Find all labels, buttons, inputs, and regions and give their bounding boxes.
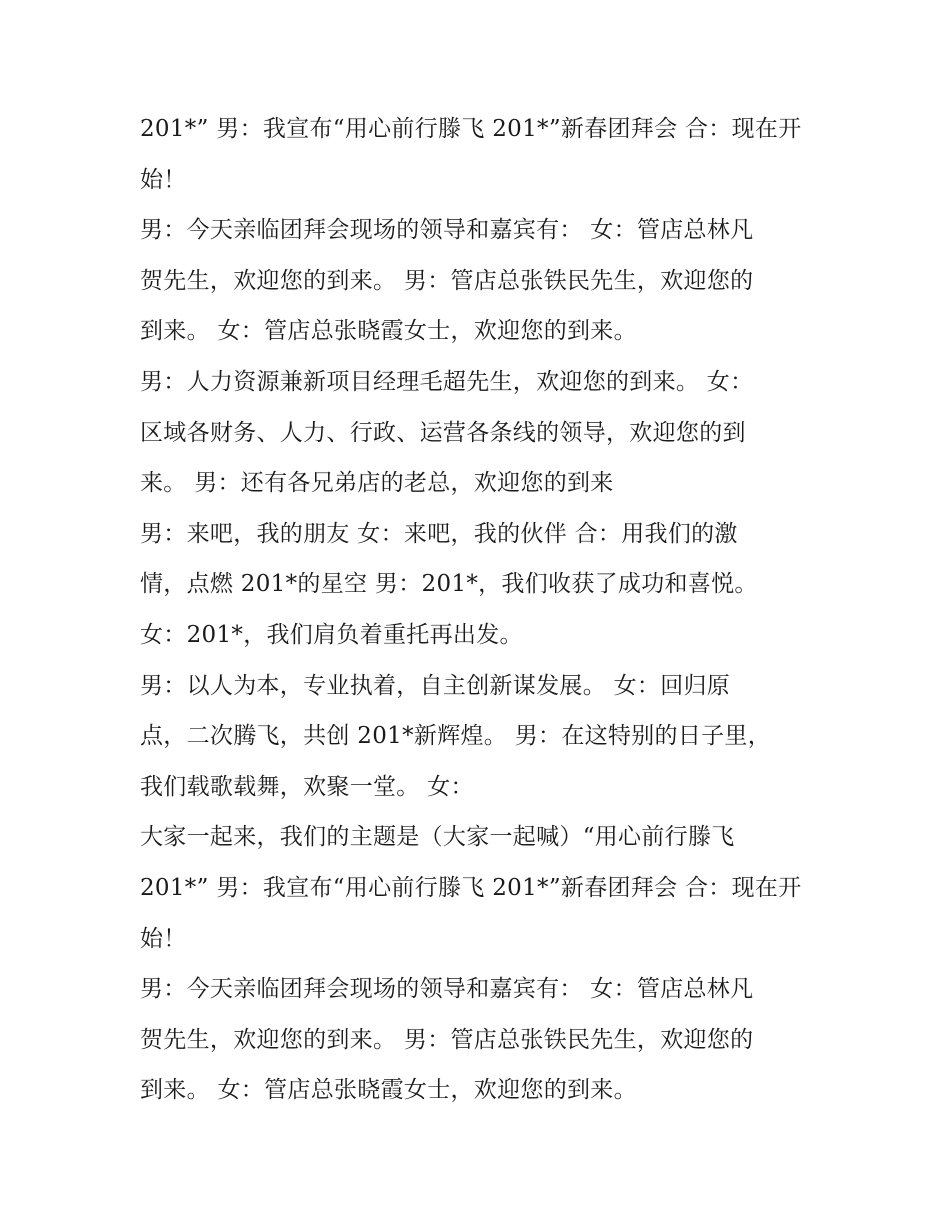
text-line: 点，二次腾飞，共创 201*新辉煌。 男：在这特别的日子里， [140,723,772,750]
text-line: 始！ [140,925,187,952]
text-line: 情，点燃 201*的星空 男：201*，我们收获了成功和喜悦。 [140,571,758,598]
text-line: 201*” 男：我宣布“用心前行滕飞 201*”新春团拜会 合：现在开 [140,116,802,142]
text-line: 男：来吧，我的朋友 女：来吧，我的伙伴 合：用我们的激 [140,520,738,547]
text-line: 贺先生，欢迎您的到来。 男：管店总张铁民先生，欢迎您的 [140,267,754,294]
text-line: 到来。 女：管店总张晓霞女士，欢迎您的到来。 [140,1077,637,1104]
text-line: 男：人力资源兼新项目经理毛超先生，欢迎您的到来。 女： [140,368,754,395]
text-line: 男：今天亲临团拜会现场的领导和嘉宾有： 女：管店总林凡 [140,217,754,244]
text-line: 贺先生，欢迎您的到来。 男：管店总张铁民先生，欢迎您的 [140,1026,754,1053]
text-line: 区域各财务、人力、行政、运营各条线的领导，欢迎您的到 [140,419,746,446]
text-line: 大家一起来，我们的主题是（大家一起喊）“用心前行滕飞 [140,824,735,851]
text-line: 始！ [140,166,187,193]
text-line: 来。 男：还有各兄弟店的老总，欢迎您的到来 [140,470,614,497]
text-line: 我们载歌载舞，欢聚一堂。 女： [140,773,474,800]
document-body [140,104,820,1116]
text-line: 到来。 女：管店总张晓霞女士，欢迎您的到来。 [140,318,637,345]
text-line: 男：今天亲临团拜会现场的领导和嘉宾有： 女：管店总林凡 [140,976,754,1003]
text-line: 201*” 男：我宣布“用心前行滕飞 201*”新春团拜会 合：现在开 [140,874,802,901]
text-line: 女：201*，我们肩负着重托再出发。 [140,621,523,648]
text-line: 男：以人为本，专业执着，自主创新谋发展。 女：回归原 [140,672,731,699]
